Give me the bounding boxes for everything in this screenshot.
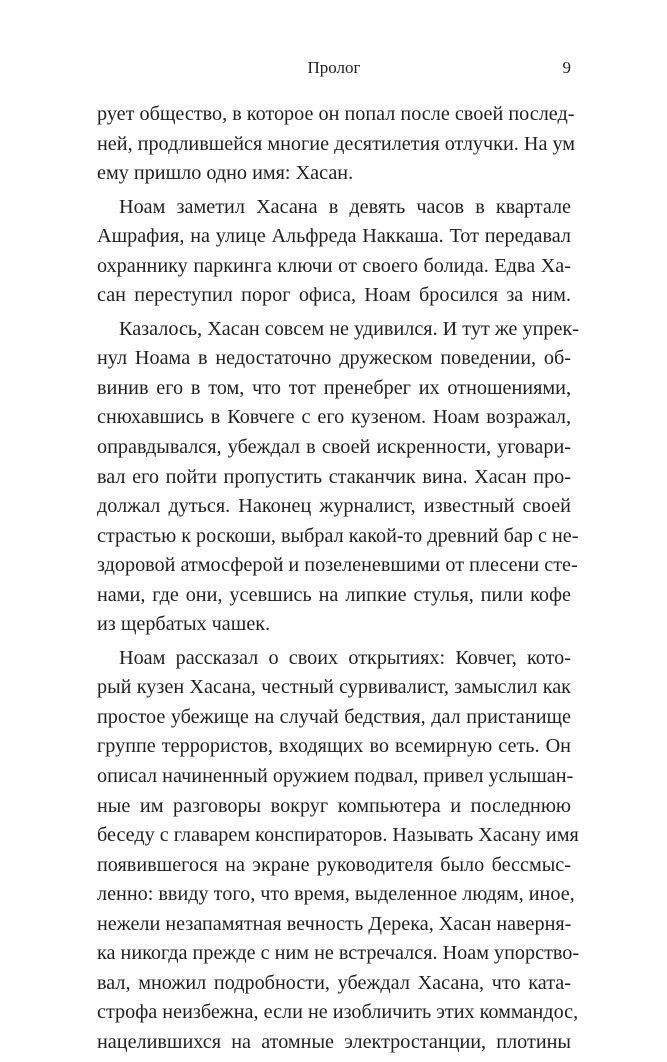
page-number: 9 bbox=[562, 58, 571, 77]
text-line: нацелившихся на атомные электростанции, плотины bbox=[97, 1030, 571, 1053]
text-line: ему пришло одно имя: Хасан. bbox=[97, 162, 354, 185]
text-line: должал дуться. Наконец журналист, известный своей bbox=[97, 495, 571, 518]
text-line: Ноам заметил Хасана в девять часов в квартале bbox=[119, 195, 571, 218]
text-line: нежели незапамятная вечность Дерека, Хасан наверня- bbox=[97, 912, 572, 935]
paragraph bbox=[97, 193, 571, 311]
text-line: страстью к роскоши, выбрал какой-то древний бар с не- bbox=[97, 524, 579, 547]
text-line: сан переступил порог офиса, Ноам бросился за ним. bbox=[97, 284, 571, 307]
text-line: здоровой атмосферой и позеленевшими от плесени сте- bbox=[97, 554, 578, 577]
text-line: ные им разговоры вокруг компьютера и последнюю bbox=[97, 794, 571, 817]
text-line: винив его в том, что тот пренебрег их отношениями, bbox=[97, 376, 571, 399]
text-line: ленно: ввиду того, что время, выделенное людям, иное, bbox=[97, 883, 575, 906]
text-line: ка никогда прежде с ним не встречался. Ноам упорство- bbox=[97, 942, 580, 965]
body-text bbox=[97, 100, 580, 1062]
text-line: оправдывался, убеждал в своей искренности, уговари- bbox=[97, 436, 571, 459]
text-line: появившегося на экране руководителя было бессмыс- bbox=[97, 853, 571, 876]
paragraph bbox=[97, 100, 576, 189]
text-line: беседу с главарем конспираторов. Называть Хасану имя bbox=[97, 824, 579, 847]
text-line: охраннику паркинга ключи от своего болида. Едва Ха- bbox=[97, 254, 571, 277]
text-line: из щербатых чашек. bbox=[97, 613, 271, 636]
text-line: рый кузен Хасана, честный сурвивалист, замыслил как bbox=[97, 676, 571, 699]
text-line: Ноам рассказал о своих открытиях: Ковчег, кото- bbox=[119, 646, 571, 669]
text-line: Казалось, Хасан совсем не удивился. И тут же упрек- bbox=[119, 317, 579, 340]
text-line: группе террористов, входящих во всемирную сеть. Он bbox=[97, 735, 571, 758]
text-line: рует общество, в которое он попал после своей послед- bbox=[97, 103, 575, 125]
text-line: вал, множил подробности, убеждал Хасана, что ката- bbox=[97, 971, 571, 994]
text-line: простое убежище на случай бедствия, дал пристанище bbox=[97, 705, 571, 728]
text-line: снюхавшись в Ковчеге с его кузеном. Ноам возражал, bbox=[97, 406, 571, 429]
text-line: нами, где они, усевшись на липкие стулья, пили кофе bbox=[97, 583, 571, 606]
text-line: нул Ноама в недостаточно дружеском поведении, об- bbox=[97, 347, 571, 370]
text-line: ней, продлившейся многие десятилетия отлучки. На ум bbox=[97, 132, 576, 155]
text-line: строфа неизбежна, если не изобличить этих коммандос, bbox=[97, 1001, 579, 1024]
text-line: описал начиненный оружием подвал, привел услышан- bbox=[97, 765, 574, 788]
paragraph bbox=[97, 315, 579, 640]
text-line: Ашрафия, на улице Альфреда Наккаша. Тот передавал bbox=[97, 225, 571, 248]
paragraph bbox=[97, 644, 580, 1058]
running-head: Пролог bbox=[307, 58, 361, 77]
page-header bbox=[97, 58, 571, 82]
text-line: вал его пойти пропустить стаканчик вина. Хасан про- bbox=[97, 465, 571, 488]
